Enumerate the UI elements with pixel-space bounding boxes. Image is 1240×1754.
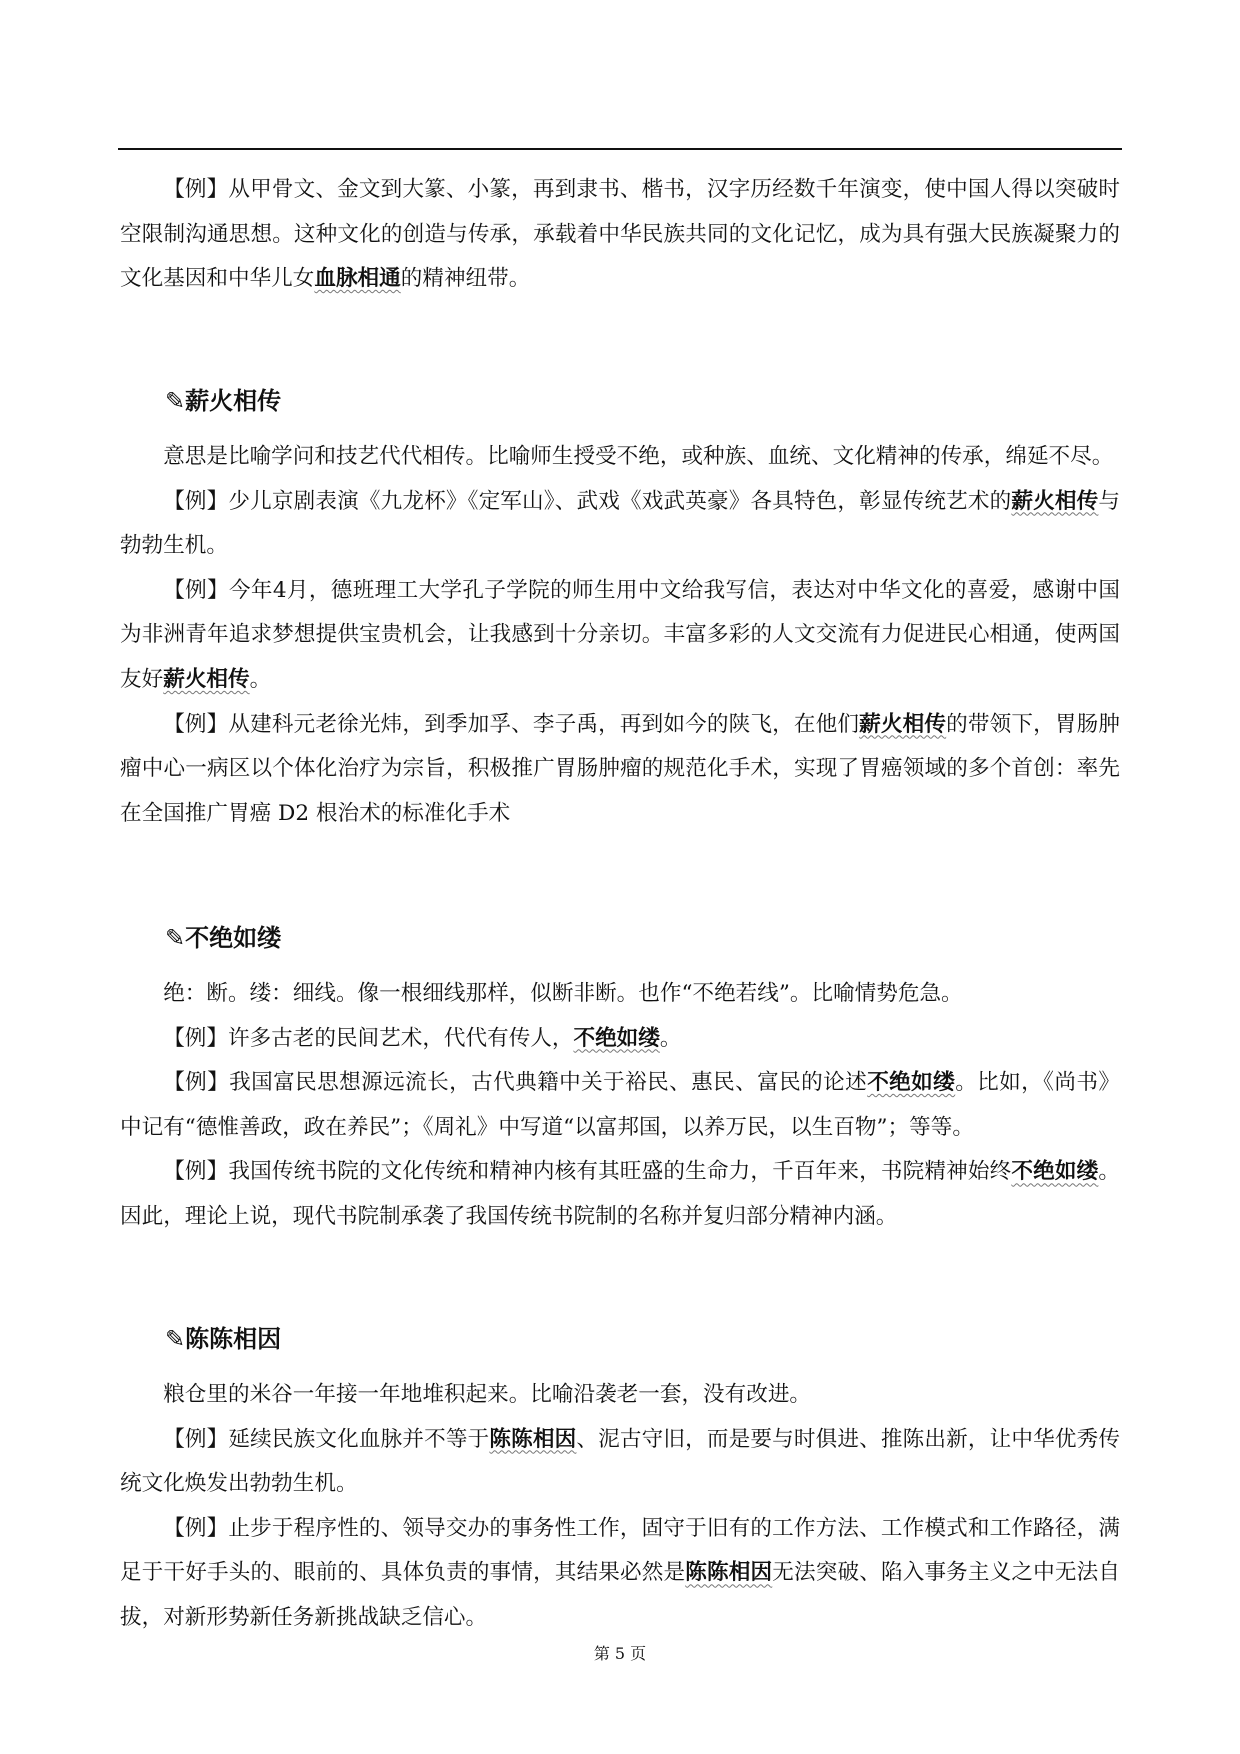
text-run: 。 xyxy=(659,1025,682,1051)
example-paragraph xyxy=(120,1061,1120,1150)
text-run: 【例】我国传统书院的文化传统和精神内核有其旺盛的生命力，千百年来，书院精神始终 xyxy=(163,1159,1012,1185)
text-run: 【例】延续民族文化血脉并不等于 xyxy=(163,1426,490,1452)
text-run: 【例】少儿京剧表演《九龙杯》《定军山》、武戏《戏武英豪》各具特色，彰显传统艺术的 xyxy=(163,488,1012,514)
section-chen-chen-xiang-yin xyxy=(120,1318,1120,1641)
text-run: 【例】从甲骨文、金文到大篆、小篆，再到隶书、楷书，汉字历经数千年演变，使中国人得以突破时空限制沟通思想。这种文化的创造与传承，承载着中华民族共同的文化记忆，成为具有强大民族凝聚力的文化基因和中华儿女 xyxy=(120,177,1120,292)
text-run: 的精神纽带。 xyxy=(400,266,531,292)
text-run: 与勃勃生机。 xyxy=(120,488,1120,559)
example-paragraph xyxy=(120,480,1120,569)
text-run: 【例】止步于程序性的、领导交办的事务性工作，固守于旧有的工作方法、工作模式和工作路径，满足于干好手头的、眼前的、具体负责的事情，其结果必然是 xyxy=(120,1515,1120,1586)
idiom-highlight: 薪火相传 xyxy=(1011,488,1099,514)
intro-example-block xyxy=(120,168,1120,302)
text-run: 的带领下，胃肠肿瘤中心一病区以个体化治疗为宗旨，积极推广胃肠肿瘤的规范化手术，实现了胃癌领域的多个首创：率先在全国推广胃癌 D2 根治术的标准化手术 xyxy=(120,711,1120,826)
idiom-heading: ✎不绝如缕 xyxy=(165,925,282,952)
text-run: 。 xyxy=(249,666,272,692)
definition-paragraph xyxy=(120,1373,1120,1418)
definition-paragraph xyxy=(120,435,1120,480)
idiom-highlight: 不绝如缕 xyxy=(1011,1159,1099,1185)
text-run: 粮仓里的米谷一年接一年地堆积起来。比喻沿袭老一套，没有改进。 xyxy=(163,1382,812,1407)
idiom-heading: ✎陈陈相因 xyxy=(165,1326,282,1353)
idiom-highlight: 陈陈相因 xyxy=(685,1560,773,1586)
example-paragraph xyxy=(120,1150,1120,1239)
idiom-highlight: 陈陈相因 xyxy=(489,1426,577,1452)
text-run: 【例】从建科元老徐光炜，到季加孚、李子禹，再到如今的陕飞，在他们 xyxy=(163,711,860,737)
idiom-highlight: 薪火相传 xyxy=(163,666,250,692)
example-paragraph xyxy=(120,168,1120,302)
text-run: 绝：断。缕：细线。像一根细线那样，似断非断。也作“不绝若线”。比喻情势危急。 xyxy=(163,981,963,1006)
page-number: 第 5 页 xyxy=(593,1644,647,1663)
text-run: 意思是比喻学问和技艺代代相传。比喻师生授受不绝，或种族、血统、文化精神的传承，绵延不尽。 xyxy=(163,444,1114,469)
section-bu-jue-ru-lv xyxy=(120,917,1120,1240)
text-run: 【例】我国富民思想源远流长，古代典籍中关于裕民、惠民、富民的论述 xyxy=(163,1070,868,1096)
example-paragraph xyxy=(120,703,1120,837)
text-run: 。比如，《尚书》中记有“德惟善政，政在养民”；《周礼》中写道“以富邦国，以养万民，以生百物”；等等。 xyxy=(120,1070,1120,1140)
idiom-highlight: 不绝如缕 xyxy=(573,1025,660,1051)
idiom-highlight: 薪火相传 xyxy=(859,711,947,737)
idiom-highlight: 不绝如缕 xyxy=(867,1070,956,1096)
idiom-highlight: 血脉相通 xyxy=(314,266,401,292)
text-run: 【例】许多古老的民间艺术，代代有传人， xyxy=(163,1025,574,1051)
example-paragraph xyxy=(120,1507,1120,1641)
text-run: 无法突破、陷入事务主义之中无法自拔，对新形势新任务新挑战缺乏信心。 xyxy=(120,1560,1120,1630)
text-run: 、泥古守旧，而是要与时俱进、推陈出新，让中华优秀传统文化焕发出勃勃生机。 xyxy=(120,1426,1120,1497)
header-rule xyxy=(118,148,1122,150)
definition-paragraph xyxy=(120,972,1120,1017)
example-paragraph xyxy=(120,1017,1120,1062)
example-paragraph xyxy=(120,569,1120,703)
example-paragraph xyxy=(120,1418,1120,1507)
idiom-heading: ✎薪火相传 xyxy=(165,388,282,415)
text-run: 。因此，理论上说，现代书院制承袭了我国传统书院制的名称并复归部分精神内涵。 xyxy=(120,1159,1120,1229)
text-run: 【例】今年4月，德班理工大学孔子学院的师生用中文给我写信，表达对中华文化的喜爱，感谢中国为非洲青年追求梦想提供宝贵机会，让我感到十分亲切。丰富多彩的人文交流有力促进民心相通，使两国友好 xyxy=(120,577,1120,692)
section-xin-huo-xiang-chuan xyxy=(120,380,1120,836)
